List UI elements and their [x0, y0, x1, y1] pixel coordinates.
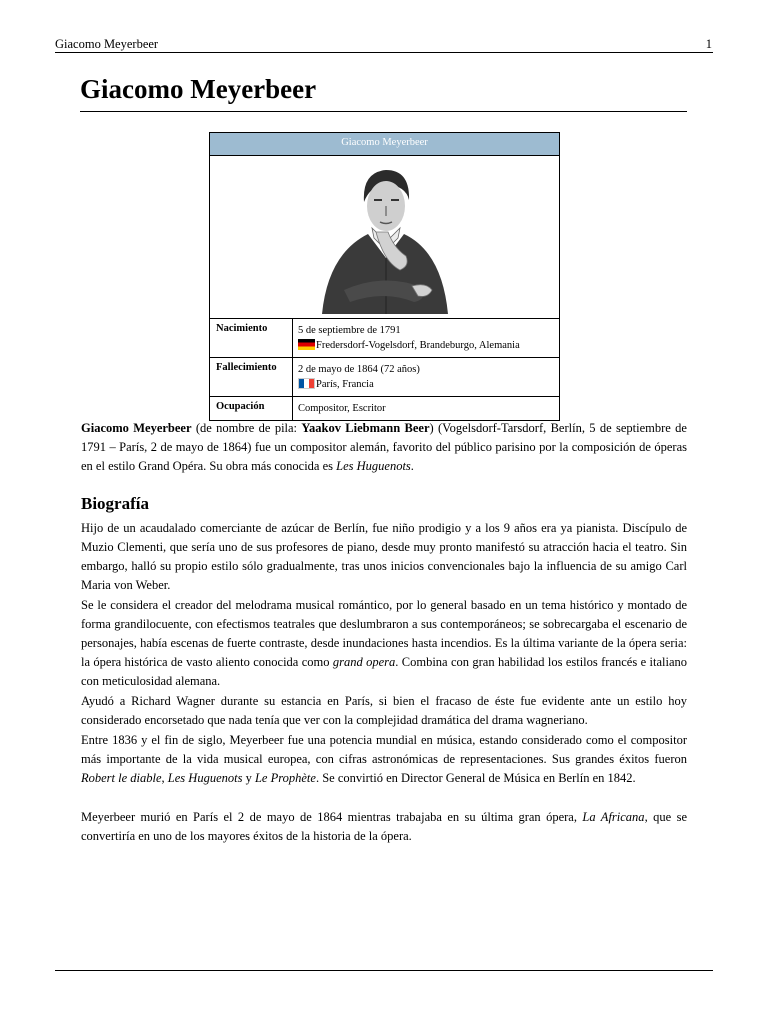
- page-title: Giacomo Meyerbeer: [80, 74, 317, 104]
- infobox-value: [293, 358, 425, 396]
- title-rule: [80, 111, 687, 112]
- paragraph-text: Entre 1836 y el fin de siglo, Meyerbeer fue una potencia mundial en música, estando considerado como el compositor más importante de la vida musical europea, con cifras astronómicas de representaciones. Sus grandes éxitos fueron: [81, 733, 687, 766]
- footer-rule: [55, 970, 713, 971]
- france-flag-icon: [298, 378, 315, 389]
- paragraph-text: . Se convirtió en Director General de Música en Berlín en 1842.: [315, 771, 636, 785]
- bio-paragraph-4: [81, 731, 687, 788]
- infobox-row-occupation: [210, 397, 559, 420]
- infobox-row-death: [210, 358, 559, 397]
- death-date: 2 de mayo de 1864 (72 años): [298, 364, 420, 375]
- paragraph-text: Meyerbeer murió en París el 2 de mayo de 1864 mientras trabajaba en su última gran ópera,: [81, 810, 583, 824]
- work-title: Les Huguenots: [167, 771, 243, 785]
- intro-paragraph: [81, 419, 687, 476]
- work-title: Le Prophète: [254, 771, 316, 785]
- work-title: Robert le diable: [81, 771, 162, 785]
- paragraph-text: y: [242, 771, 255, 785]
- germany-flag-icon: [298, 339, 315, 350]
- paragraph-text: , que se convertiría en uno de los mayores éxitos de la historia de la ópera.: [81, 810, 687, 843]
- intro-text: (de nombre de pila:: [191, 421, 302, 435]
- infobox: [209, 132, 560, 421]
- intro-text: .: [410, 459, 414, 473]
- birth-date: 5 de septiembre de 1791: [298, 325, 401, 336]
- infobox-heading: Giacomo Meyerbeer: [210, 133, 559, 156]
- infobox-label: Fallecimiento: [210, 358, 293, 396]
- bio-paragraph-3: Ayudó a Richard Wagner durante su estancia en París, si bien el fracaso de éste fue evidente ante un estilo hoy considerado encorsetado que nada tenía que ver con la complejidad dramática del drama wagneriano.: [81, 694, 687, 727]
- infobox-value: [293, 397, 391, 420]
- bio-paragraph-5: [81, 808, 687, 846]
- running-head: Giacomo Meyerbeer: [55, 37, 159, 51]
- page-number: 1: [705, 37, 712, 51]
- paragraph-text: . Combina con gran habilidad los estilos francés e italiano con meticulosidad alemana.: [81, 655, 687, 688]
- bio-paragraph-2: [81, 596, 687, 691]
- bio-paragraph-1: Hijo de un acaudalado comerciante de azúcar de Berlín, fue niño prodigio y a los 9 años era ya pianista. Discípulo de Muzio Clementi, que sería uno de sus profesores de piano, desde muy pronto manifestó su atracción hacia el teatro. Sin embargo, halló su propio estilo sólo gradualmente, tras unos inicios convencionales bajo la influencia de su amigo Carl Maria von Weber.: [81, 521, 687, 592]
- infobox-label: Ocupación: [210, 397, 293, 420]
- work-title: La Africana: [582, 810, 645, 824]
- infobox-label: Nacimiento: [210, 319, 293, 357]
- paragraph-text: Se le considera el creador del melodrama musical romántico, por lo general basado en un tema histórico y montado de forma grandilocuente, con efectismos teatrales que deslumbraron a sus contemporáneos; se sobrecargaba el escenario de personajes, había escenas de fuerte contraste, desde inundaciones hasta incendios. Es la última variante de la ópera seria: la ópera histórica de vasto aliento conocida como: [81, 598, 687, 669]
- portrait-engraving: [314, 162, 454, 314]
- work-title: Les Huguenots: [336, 459, 411, 473]
- subject-name: Giacomo Meyerbeer: [81, 421, 192, 435]
- death-place-link[interactable]: París, Francia: [316, 379, 374, 390]
- birth-place-link[interactable]: Fredersdorf-Vogelsdorf, Brandeburgo, Alemania: [316, 340, 520, 351]
- header-rule: [55, 52, 713, 53]
- occupation-value: Compositor, Escritor: [298, 403, 386, 414]
- emphasis: grand opera: [332, 655, 396, 669]
- section-heading: Biografía: [81, 494, 149, 513]
- birth-name: Yaakov Liebmann Beer: [301, 421, 430, 435]
- infobox-value: [293, 319, 525, 357]
- portrait-image: [210, 156, 559, 319]
- intro-text: ) (Vogelsdorf-Tarsdorf, Berlín, 5 de septiembre de 1791 – París, 2 de mayo de 1864) fue un compositor alemán, favorito del público parisino por la composición de óperas en el estilo Grand Opéra. Su obra más conocida es: [81, 421, 687, 473]
- infobox-row-birth: [210, 319, 559, 358]
- paragraph-text: ,: [161, 771, 168, 785]
